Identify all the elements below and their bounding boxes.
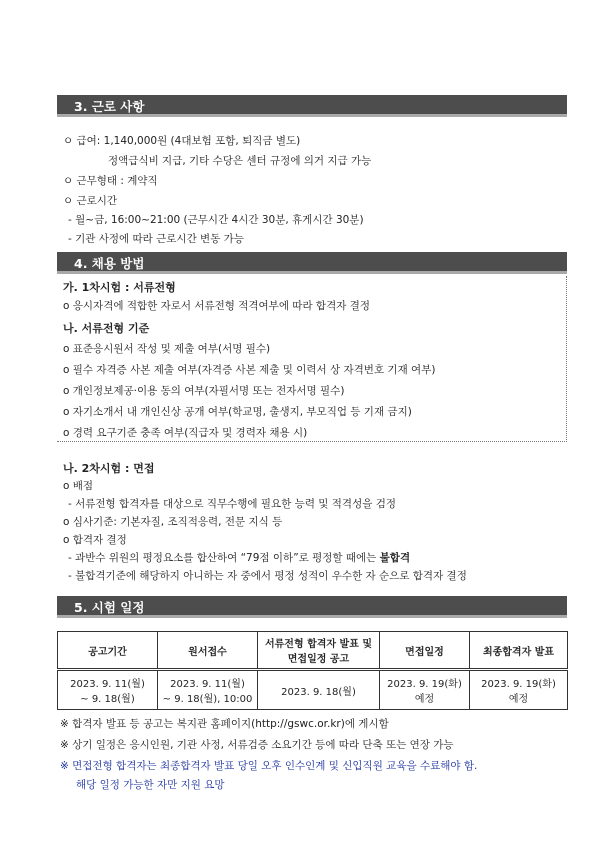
note-line-highlight: ※ 면접전형 합격자는 최종합격자 발표 당일 오후 인수인계 및 신입직원 교육을 수료해야 함.: [60, 760, 478, 772]
note-line: ※ 상기 일정은 응시인원, 기관 사정, 서류검증 소요기간 등에 따라 단축 또는 연장 가능: [60, 739, 454, 751]
header-cell: [258, 632, 380, 670]
salary-line: ㅇ 급여: 1,140,000원 (4대보험 포함, 퇴직금 별도): [63, 135, 301, 147]
schedule-cell: [470, 670, 568, 710]
header-line: 서류전형 합격자 발표 및: [264, 639, 373, 650]
schedule-cell: [58, 670, 158, 710]
employment-type-line: ㅇ 근무형태 : 계약직: [63, 175, 158, 187]
pass-decision-line: - 불합격기준에 해당하지 아니하는 자 중에서 평정 성적이 우수한 자 순으로 합격자 결정: [68, 570, 467, 582]
note-line-highlight: 해당 일정 가능한 자만 지원 요망: [76, 779, 225, 791]
criteria-item: o 개인정보제공·이용 동의 여부(자필서명 또는 전자서명 필수): [63, 385, 345, 397]
cell-line: 2023. 9. 19(화): [481, 679, 556, 690]
section-4-title: 4. 채용 방법: [74, 256, 145, 271]
fail-criteria-line: [68, 550, 410, 565]
second-exam-line: o 합격자 결정: [63, 534, 127, 546]
second-exam-line: o 심사기준: 기본자질, 조직적응력, 전문 지식 등: [63, 516, 283, 528]
criteria-item: o 자기소개서 내 개인신상 공개 여부(학교명, 출생지, 부모직업 등 기재 금지): [63, 406, 412, 418]
section-3-header: [57, 95, 567, 117]
header-line: 면접일정 공고: [287, 654, 350, 665]
criteria-item: o 경력 요구기준 충족 여부(직급자 및 경력자 채용 시): [63, 427, 308, 439]
work-hours-heading: ㅇ 근로시간: [63, 195, 118, 207]
criteria-item: o 필수 자격증 사본 제출 여부(자격증 사본 제출 및 이력서 상 자격번호 기재 여부): [63, 364, 436, 376]
criteria-item: o 표준응시원서 작성 및 제출 여부(서명 필수): [63, 343, 271, 355]
section-3-title: 3. 근로 사항: [74, 99, 145, 114]
header-cell: 공고기간: [58, 632, 158, 670]
cell-line: ~ 9. 18(월): [80, 694, 135, 705]
work-hours-note: - 기관 사정에 따라 근로시간 변동 가능: [68, 233, 244, 245]
fail-criteria-bold: 불합격: [379, 552, 411, 564]
second-exam-heading: 나. 2차시험 : 면접: [63, 462, 155, 475]
schedule-cell: 2023. 9. 18(월): [258, 670, 380, 710]
first-exam-heading: 가. 1차시험 : 서류전형: [63, 281, 176, 294]
cell-line: 2023. 9. 11(월): [170, 679, 245, 690]
salary-detail-line: 정액급식비 지급, 기타 수당은 센터 규정에 의거 지급 가능: [108, 155, 372, 167]
fail-criteria-text: - 과반수 위원의 평정요소를 합산하여 “79점 이하”로 평정할 때에는: [68, 552, 380, 564]
header-cell: 면접일정: [380, 632, 470, 670]
section-4-header: [57, 252, 567, 274]
work-hours-line: - 월~금, 16:00~21:00 (근무시간 4시간 30분, 휴게시간 30분): [68, 214, 364, 226]
schedule-header-row: [58, 632, 568, 670]
header-cell: 원서접수: [158, 632, 258, 670]
cell-line: 2023. 9. 11(월): [70, 679, 145, 690]
section-5-title: 5. 시험 일정: [74, 600, 145, 615]
schedule-cell: [158, 670, 258, 710]
cell-line: ~ 9. 18(월), 10:00: [162, 694, 253, 705]
cell-line: 예정: [414, 694, 435, 705]
schedule-table: [57, 631, 568, 710]
schedule-cell: [380, 670, 470, 710]
second-exam-line: o 배점: [63, 480, 94, 492]
section-5-header: [57, 596, 567, 618]
schedule-row: [58, 670, 568, 710]
cell-line: 2023. 9. 19(화): [387, 679, 462, 690]
note-line: ※ 합격자 발표 등 공고는 복지관 홈페이지(http://gswc.or.kr)에 게시함: [60, 718, 389, 730]
cell-line: 예정: [508, 694, 529, 705]
criteria-heading: 나. 서류전형 기준: [63, 322, 150, 335]
second-exam-line: - 서류전형 합격자를 대상으로 직무수행에 필요한 능력 및 적격성을 검정: [68, 498, 396, 510]
header-cell: 최종합격자 발표: [470, 632, 568, 670]
first-exam-line: o 응시자격에 적합한 자로서 서류전형 적격여부에 따라 합격자 결정: [63, 300, 370, 312]
